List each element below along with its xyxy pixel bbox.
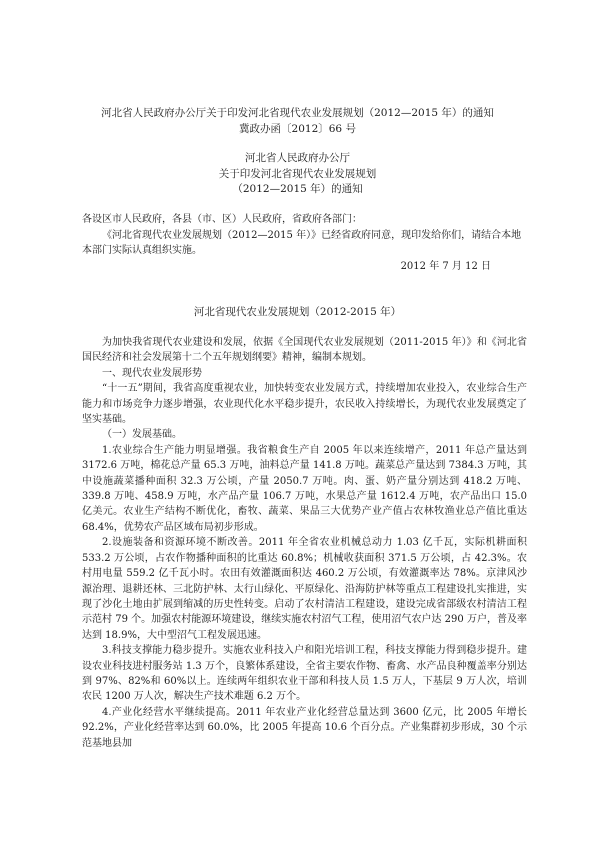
plan-title: 河北省现代农业发展规划（2012-2015 年） <box>193 306 402 318</box>
document-header <box>70 106 525 137</box>
body-paragraph: 1.农业综合生产能力明显增强。我省粮食生产自 2005 年以来连续增产，2011 年总产量达到 3172.6 万吨，棉花总产量 65.3 万吨，油料总产量 141.8 万吨。蔬菜总产量达到 7384.3 万吨，其中设施蔬菜播种面积 32.3 万公顷，产量 2050.7 万吨。肉、蛋、奶产量分别达到 418.2 万吨、339.8 万吨、458.9 万吨，水产品产量 106.7 万吨，水果总产量 1612.4 万吨，农产品出口 15.0 亿美元。农业生产结构不断优化，畜牧、蔬菜、果品三大优势产业产值占农林牧渔业总产值比重达 68.4%，优势农产品区域布局初步形成。 <box>82 444 527 533</box>
intro-paragraph: 为加快我省现代农业建设和发展，依据《全国现代农业发展规划（2011-2015 年）》和《河北省国民经济和社会发展第十二个五年规划纲要》精神，编制本规划。 <box>82 337 527 364</box>
notice-body <box>82 212 527 274</box>
subsection-heading: （一）发展基础。 <box>102 429 182 441</box>
body-paragraph: “十一五”期间，我省高度重视农业，加快转变农业发展方式，持续增加农业投入，农业综合生产能力和市场竞争力逐步增强，农业现代化水平稳步提升，农民收入持续增长，为现代农业发展奠定了坚实基础。 <box>82 383 527 426</box>
notice-heading-line-2: 关于印发河北省现代农业发展规划 <box>218 167 377 180</box>
notice-heading-line-3: （2012—2015 年）的通知 <box>232 183 363 195</box>
body-paragraph: 2.设施装备和资源环境不断改善。2011 年全省农业机械总动力 1.03 亿千瓦，实际机耕面积 533.2 万公顷，占农作物播种面积的比重达 60.8%；机械收获面积 371.5 万公顷，占 42.3%。农村用电量 559.2 亿千瓦小时。农田有效灌溉面积达 460.2 万公顷，有效灌溉率达 78%。京津风沙源治理、退耕还林、三北防护林、太行山绿化、平原绿化、沿海防护林等重点工程建设扎实推进，实现了沙化土地由扩展到缩减的历史性转变。启动了农村清洁工程建设，建设完成省部级农村清洁工程示范村 79 个。加强农村能源环境建设，继续实施农村沼气工程，使用沼气农户达 290 万户，普及率达到 18.9%，大中型沼气工程发展迅速。 <box>82 537 527 641</box>
issue-date: 2012 年 7 月 12 日 <box>400 260 491 272</box>
issuer-name: 河北省人民政府办公厅 <box>245 152 350 164</box>
plan-body <box>82 335 527 751</box>
document-number: 冀政办函〔2012〕66 号 <box>239 122 356 135</box>
body-paragraph: 3.科技支撑能力稳步提升。实施农业科技入户和阳光培训工程，科技支撑能力得到稳步提升。建设农业科技进村服务站 1.3 万个，良繁体系建设，全省主要农作物、畜禽、水产品良种覆盖率分别达到 97%、82%和 60%以上。连续两年组织农业干部和科技人员 1.5 万人，下基层 9 万人次，培训农民 1200 万人次，解决生产技术难题 6.2 万个。 <box>82 645 527 703</box>
addressee: 各设区市人民政府，各县（市、区）人民政府，省政府各部门： <box>82 214 362 225</box>
document-title: 河北省人民政府办公厅关于印发河北省现代农业发展规划（2012—2015 年）的通知 <box>101 107 494 119</box>
section-heading: 一、现代农业发展形势 <box>102 367 202 379</box>
notice-text: 《河北省现代农业发展规划（2012—2015 年）》已经省政府同意，现印发给你们，请结合本地本部门实际认真组织实施。 <box>82 229 522 256</box>
notice-heading <box>70 151 525 198</box>
body-paragraph: 4.产业化经营水平继续提高。2011 年农业产业化经营总量达到 3600 亿元，比 2005 年增长 92.2%，产业化经营率达到 60.0%，比 2005 年提高 10.6 个百分点。产业集群初步形成，30 个示范基地县加 <box>82 706 527 749</box>
